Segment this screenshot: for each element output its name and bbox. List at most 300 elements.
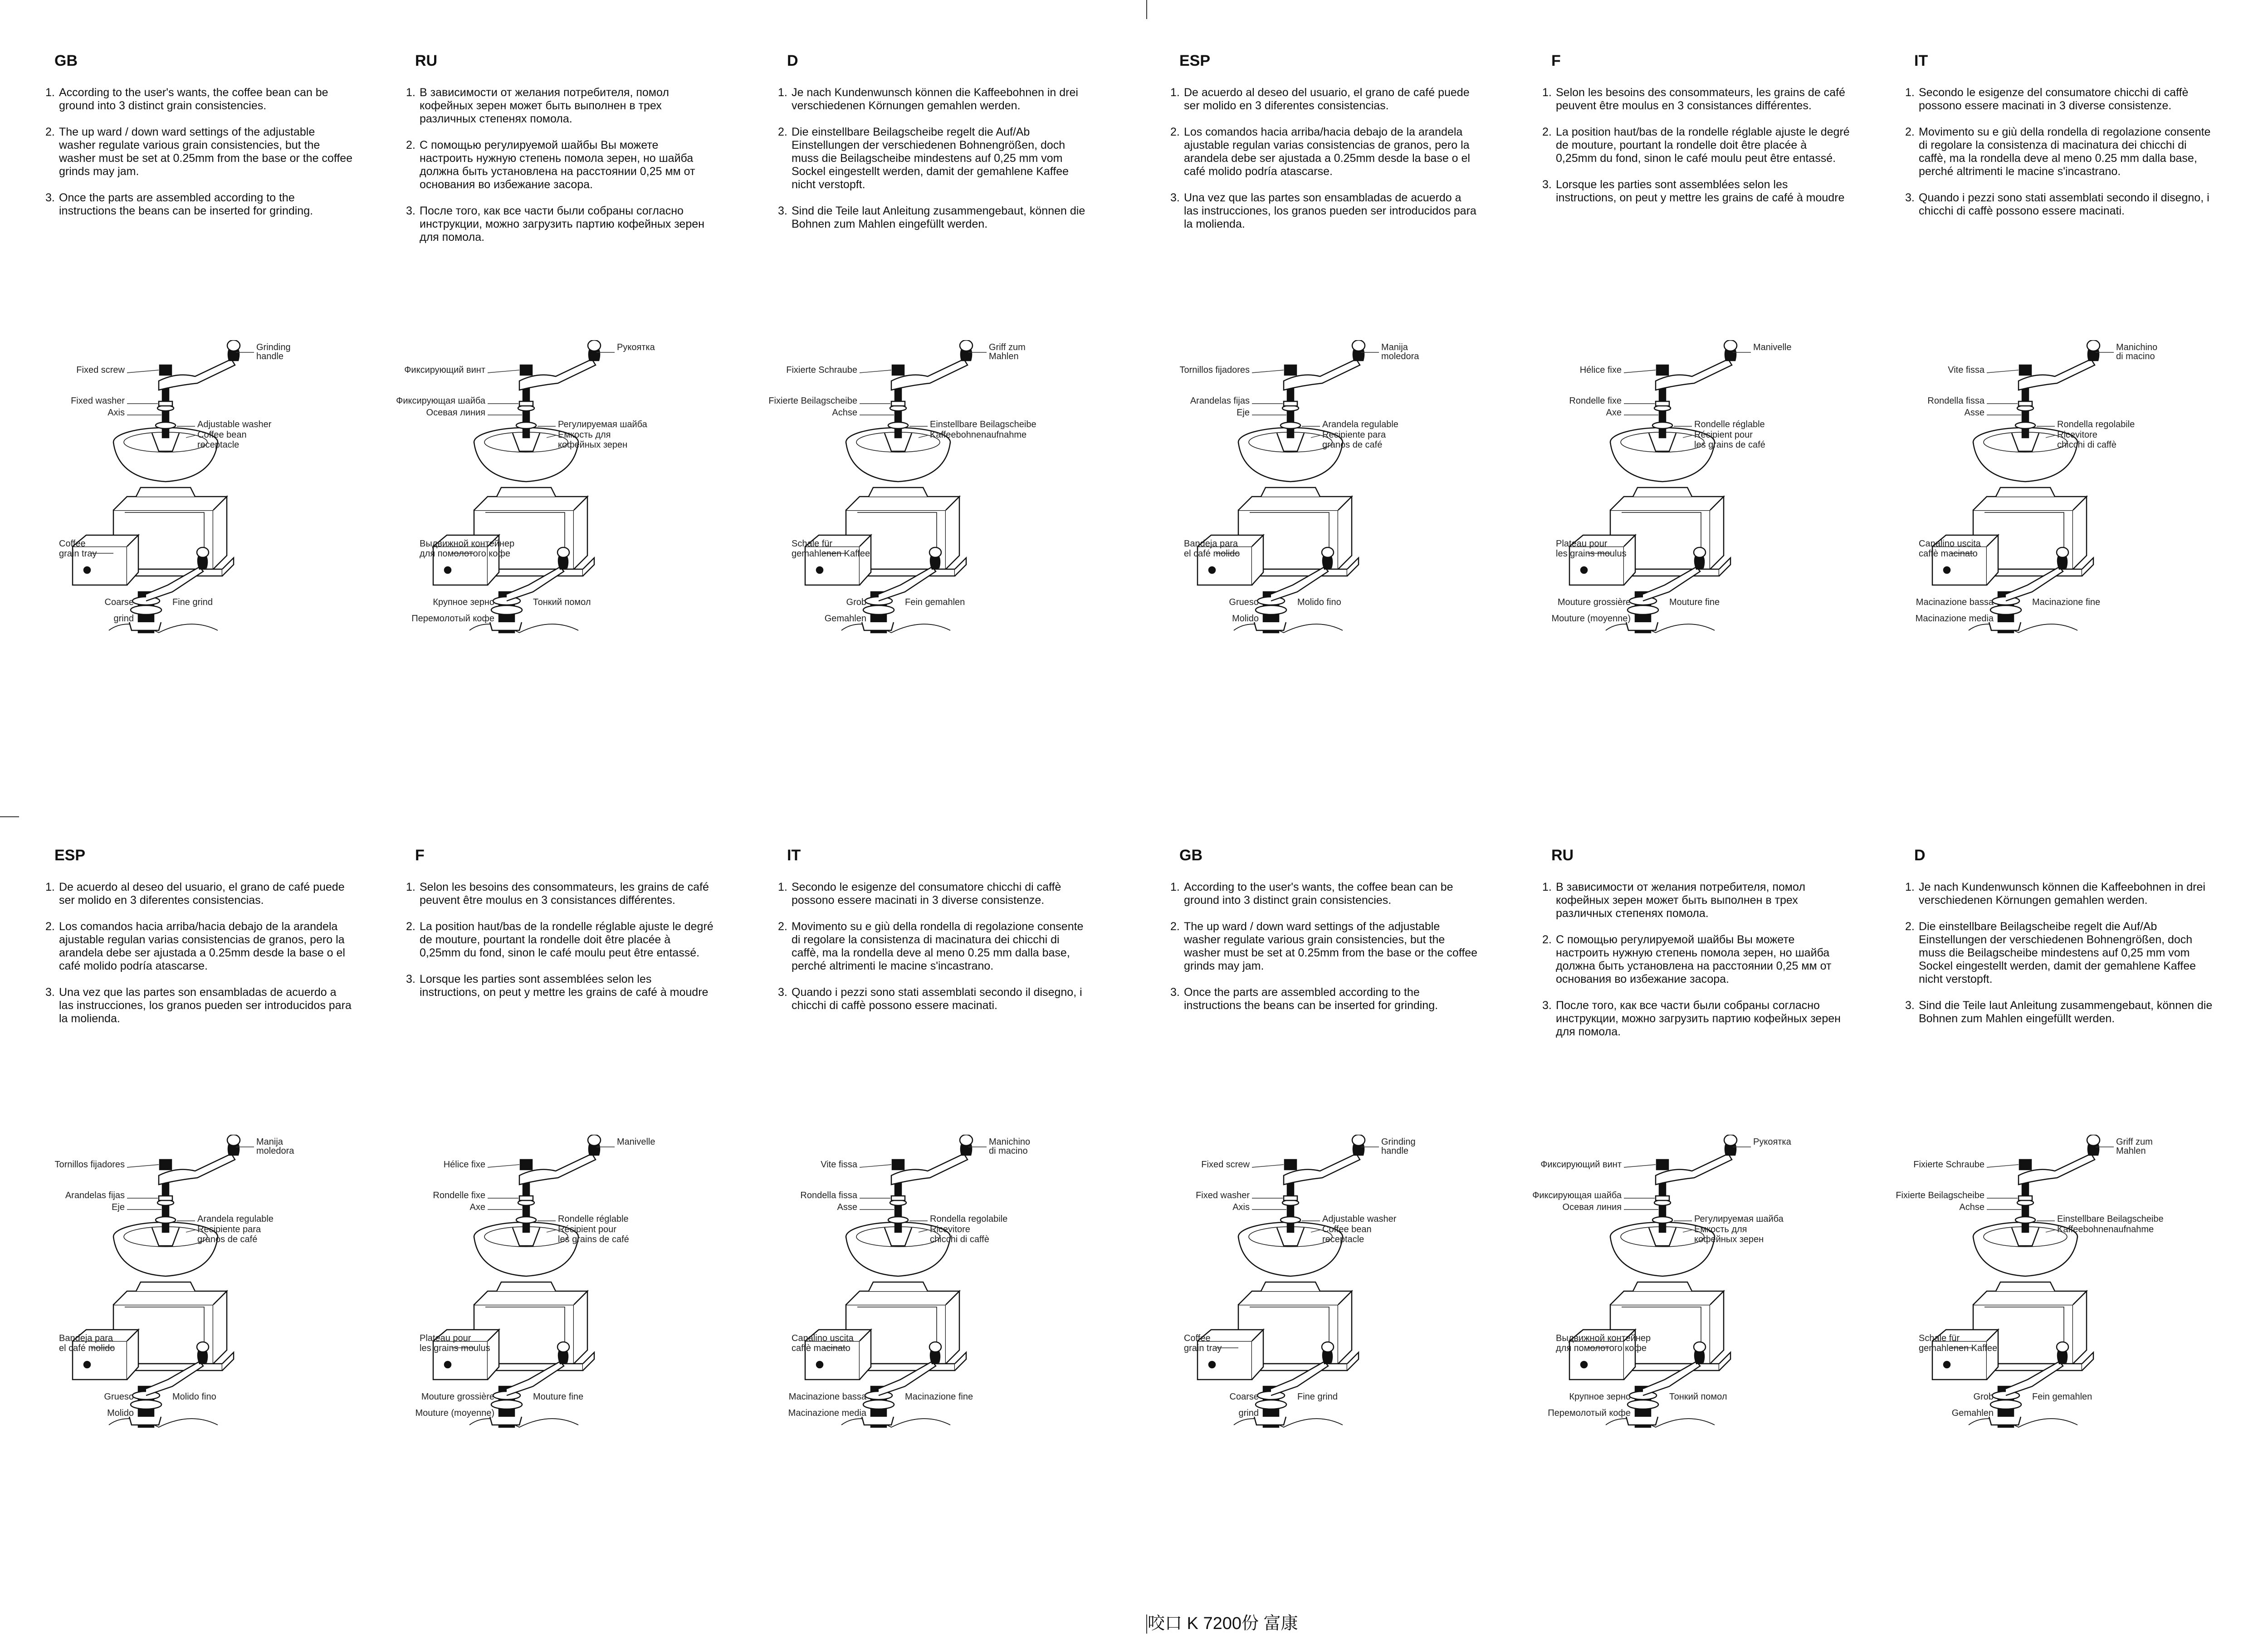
label-coffee-bean-receptacle: Kaffeebohnenaufnahme: [930, 430, 1027, 440]
instruction-step: [45, 920, 354, 973]
grinder-diagram: [755, 1135, 1100, 1434]
step-text: Once the parts are assembled according to the instructions the beans can be inserted for grinding.: [1184, 986, 1438, 1012]
step-text: В зависимости от желания потребителя, помол кофейных зерен может быть выполнен в трех различных степенях помола.: [1556, 881, 1805, 920]
label-coffee-grain-tray-line2: для помолотого кофе: [1556, 1343, 1647, 1353]
label-coffee-grain-tray: Bandeja para: [59, 1333, 113, 1343]
step-number: 1.: [45, 881, 55, 893]
label-adjustable-washer: Arandela regulable: [1322, 419, 1398, 429]
label-coffee-bean-receptacle: Емкость для: [558, 430, 611, 440]
label-grinding-handle: Manivelle: [617, 1137, 655, 1147]
label-axis: Осевая линия: [1562, 1202, 1622, 1212]
step-text: De acuerdo al deseo del usuario, el grano de café puede ser molido en 3 diferentes consistencias.: [59, 881, 345, 907]
label-coffee-bean-receptacle-line2: les grains de café: [1694, 440, 1765, 450]
instruction-step: [45, 86, 354, 112]
label-medium-grind: Gemahlen: [1951, 1408, 1994, 1418]
label-adjustable-washer: Регулируемая шайба: [1694, 1214, 1784, 1224]
step-text: Je nach Kundenwunsch können die Kaffeebohnen in drei verschiedenen Körnungen gemahlen werden.: [1919, 881, 2205, 907]
label-grinding-handle: Griff zum: [2116, 1137, 2153, 1147]
grinder-diagram: [1520, 1135, 1864, 1434]
step-text: Sind die Teile laut Anleitung zusammengebaut, können die Bohnen zum Mahlen eingefüllt werden.: [792, 205, 1085, 230]
step-number: 2.: [406, 920, 415, 933]
instruction-step: [1542, 881, 1851, 920]
label-coffee-bean-receptacle-line2: chicchi di caffè: [2057, 440, 2116, 450]
instruction-step: [1542, 999, 1851, 1039]
step-number: 2.: [1170, 126, 1180, 138]
label-grinding-handle: Рукоятка: [617, 342, 655, 352]
label-coffee-bean-receptacle: Coffee bean: [1322, 1224, 1372, 1234]
language-code: IT: [787, 847, 801, 864]
instruction-step: [1542, 126, 1851, 165]
instruction-step: [406, 139, 714, 191]
label-coffee-grain-tray: Bandeja para: [1184, 539, 1238, 549]
label-coffee-grain-tray-line2: el café molido: [1184, 549, 1240, 559]
language-code: GB: [54, 52, 78, 69]
label-coffee-bean-receptacle-line2: receptacle: [1322, 1234, 1364, 1244]
label-grinding-handle-line2: Mahlen: [989, 351, 1019, 361]
label-fixed-screw: Фиксирующий винт: [1540, 1160, 1622, 1170]
label-medium-grind: Gemahlen: [824, 614, 866, 624]
label-grinding-handle-line2: di macino: [2116, 351, 2155, 361]
step-number: 1.: [1170, 881, 1180, 893]
label-fine-grind: Fein gemahlen: [2032, 1392, 2092, 1402]
label-fine-grind: Molido fino: [172, 1392, 216, 1402]
step-number: 1.: [1170, 86, 1180, 99]
label-coffee-grain-tray: Plateau pour: [420, 1333, 471, 1343]
crop-mark: [0, 816, 19, 817]
label-coarse-grind: Coarse: [104, 597, 134, 607]
instruction-step: [1170, 986, 1479, 1012]
label-coarse-grind: Grob: [846, 597, 866, 607]
label-coffee-grain-tray-line2: el café molido: [59, 1343, 115, 1353]
label-coffee-grain-tray: Выдвижной контейнер: [1556, 1333, 1651, 1343]
label-fine-grind: Molido fino: [1297, 597, 1341, 607]
label-coffee-grain-tray: Canalino uscita: [1919, 539, 1981, 549]
label-coffee-bean-receptacle-line2: granos de café: [197, 1234, 258, 1244]
step-number: 2.: [45, 126, 55, 138]
label-coffee-grain-tray: Выдвижной контейнер: [420, 539, 515, 549]
instruction-steps: [1542, 86, 1851, 218]
label-axis: Axe: [1606, 408, 1622, 418]
label-fixed-screw: Hélice fixe: [1579, 365, 1622, 375]
label-fixed-screw: Fixed screw: [76, 365, 125, 375]
step-number: 3.: [778, 986, 787, 999]
label-fixed-washer: Rondelle fixe: [433, 1190, 485, 1200]
step-number: 3.: [406, 973, 415, 985]
language-code: ESP: [54, 847, 86, 864]
instruction-step: [1905, 126, 2214, 178]
instruction-step: [1170, 920, 1479, 973]
language-code: GB: [1179, 847, 1202, 864]
label-coffee-bean-receptacle: Recipiente para: [1322, 430, 1386, 440]
step-number: 1.: [1905, 881, 1915, 893]
instruction-step: [1905, 86, 2214, 112]
instruction-steps: [778, 86, 1086, 244]
label-axis: Asse: [837, 1202, 857, 1212]
grinder-diagram: [1520, 340, 1864, 639]
label-coffee-grain-tray: Plateau pour: [1556, 539, 1608, 549]
instruction-step: [406, 205, 714, 244]
instruction-step: [1905, 920, 2214, 986]
label-coarse-grind: Крупное зерно: [1569, 1392, 1631, 1402]
step-text: Selon les besoins des consommateurs, les grains de café peuvent être moulus en 3 consistances différentes.: [1556, 86, 1845, 112]
label-fixed-washer: Rondelle fixe: [1569, 396, 1622, 406]
label-fixed-washer: Фиксирующая шайба: [1532, 1190, 1622, 1200]
label-fine-grind: Mouture fine: [533, 1392, 584, 1402]
label-medium-grind: grind: [1238, 1408, 1259, 1418]
step-number: 2.: [778, 920, 787, 933]
step-text: После того, как все части были собраны согласно инструкции, можно загрузить партию кофейных зерен для помола.: [1556, 999, 1841, 1038]
label-coffee-bean-receptacle-line2: chicchi di caffè: [930, 1234, 989, 1244]
step-number: 1.: [406, 86, 415, 99]
grinder-diagram: [1148, 1135, 1492, 1434]
label-coffee-bean-receptacle-line2: granos de café: [1322, 440, 1383, 450]
instruction-step: [45, 191, 354, 218]
label-fixed-washer: Fixierte Beilagscheibe: [768, 396, 857, 406]
step-number: 3.: [1170, 191, 1180, 204]
step-text: После того, как все части были собраны согласно инструкции, можно загрузить партию кофейных зерен для помола.: [420, 205, 704, 244]
instruction-step: [1905, 191, 2214, 218]
instruction-steps: [406, 86, 714, 257]
instruction-step: [1905, 999, 2214, 1025]
label-coffee-grain-tray: Coffee: [1184, 1333, 1211, 1343]
label-coffee-bean-receptacle: Recipiente para: [197, 1224, 261, 1234]
instruction-steps: [45, 881, 354, 1039]
instruction-step: [406, 86, 714, 126]
label-axis: Axis: [1232, 1202, 1250, 1212]
label-coffee-bean-receptacle-line2: кофейных зерен: [1694, 1234, 1764, 1244]
label-medium-grind: Macinazione media: [788, 1408, 866, 1418]
label-fine-grind: Macinazione fine: [905, 1392, 973, 1402]
label-coffee-grain-tray: Coffee: [59, 539, 86, 549]
label-fine-grind: Тонкий помол: [1669, 1392, 1727, 1402]
label-adjustable-washer: Adjustable washer: [197, 419, 272, 429]
step-text: Movimento su e giù della rondella di regolazione consente di regolare la consistenza di macinatura dei chicchi di caffè, ma la rondella deve al meno 0.25 mm dalla base, perché altrimenti le macine s'incastrano.: [1919, 126, 2211, 178]
label-coffee-bean-receptacle: Récipient pour: [558, 1224, 616, 1234]
step-number: 3.: [1905, 191, 1915, 204]
instruction-step: [778, 986, 1086, 1012]
step-text: Die einstellbare Beilagscheibe regelt die Auf/Ab Einstellungen der verschiedenen Bohnengrößen, doch muss die Beilagscheibe mindestens auf 0,25 mm vom Sockel eingestellt werden, damit der gemahlene Kaffee nicht verstopft.: [792, 126, 1069, 191]
instruction-step: [778, 881, 1086, 907]
label-coffee-grain-tray: Canalino uscita: [792, 1333, 854, 1343]
label-grinding-handle-line2: handle: [1381, 1146, 1409, 1156]
instruction-step: [406, 881, 714, 907]
label-medium-grind: Molido: [1232, 614, 1259, 624]
label-grinding-handle-line2: di macino: [989, 1146, 1028, 1156]
label-coffee-grain-tray: Schale für: [792, 539, 833, 549]
step-number: 2.: [778, 126, 787, 138]
label-medium-grind: Перемолотый кофе: [411, 614, 494, 624]
step-text: De acuerdo al deseo del usuario, el grano de café puede ser molido en 3 diferentes consistencias.: [1184, 86, 1470, 112]
label-grinding-handle: Manichino: [2116, 342, 2158, 352]
step-text: С помощью регулируемой шайбы Вы можете настроить нужную степень помола зерен, но шайба должна быть установлена на расстоянии 0,25 мм от основания во избежание засора.: [1556, 933, 1832, 985]
step-text: According to the user's wants, the coffee bean can be ground into 3 distinct grain consistencies.: [59, 86, 328, 112]
label-axis: Achse: [1959, 1202, 1984, 1212]
label-fixed-screw: Hélice fixe: [443, 1160, 485, 1170]
grinder-diagram: [1882, 1135, 2227, 1434]
step-number: 1.: [778, 881, 787, 893]
label-coffee-grain-tray-line2: grain tray: [59, 549, 97, 559]
label-grinding-handle: Рукоятка: [1753, 1137, 1791, 1147]
step-text: Quando i pezzi sono stati assemblati secondo il disegno, i chicchi di caffè possono essere macinati.: [792, 986, 1082, 1012]
instruction-step: [778, 920, 1086, 973]
step-text: Los comandos hacia arriba/hacia debajo de la arandela ajustable regulan varias consistencias de granos, pero la arandela debe ser ajustada a 0.25mm desde la base o el café molido podría atascarse.: [1184, 126, 1470, 178]
step-text: The up ward / down ward settings of the adjustable washer regulate various grain consistencies, but the washer must be set at 0.25mm from the base or the coffee grinds may jam.: [1184, 920, 1478, 972]
step-text: The up ward / down ward settings of the adjustable washer regulate various grain consistencies, but the washer must be set at 0.25mm from the base or the coffee grinds may jam.: [59, 126, 353, 178]
label-fixed-screw: Fixed screw: [1201, 1160, 1250, 1170]
label-adjustable-washer: Rondelle réglable: [558, 1214, 629, 1224]
instruction-step: [1905, 881, 2214, 907]
label-coarse-grind: Крупное зерно: [433, 597, 494, 607]
label-coarse-grind: Macinazione bassa: [1916, 597, 1994, 607]
step-text: Los comandos hacia arriba/hacia debajo de la arandela ajustable regulan varias consistencias de granos, pero la arandela debe ser ajustada a 0.25mm desde la base o el café molido podría atascarse.: [59, 920, 345, 972]
step-number: 1.: [1905, 86, 1915, 99]
instruction-step: [1170, 126, 1479, 178]
label-fixed-screw: Vite fissa: [1948, 365, 1984, 375]
instruction-steps: [1905, 881, 2214, 1039]
instruction-steps: [1542, 881, 1851, 1052]
label-adjustable-washer: Einstellbare Beilagscheibe: [2057, 1214, 2164, 1224]
label-coarse-grind: Grueso: [104, 1392, 134, 1402]
label-axis: Eje: [1237, 408, 1250, 418]
language-code: D: [1914, 847, 1926, 864]
label-coarse-grind: Grueso: [1229, 597, 1259, 607]
label-medium-grind: Mouture (moyenne): [415, 1408, 494, 1418]
label-fixed-screw: Фиксирующий винт: [404, 365, 485, 375]
step-number: 1.: [1542, 881, 1552, 893]
label-coffee-grain-tray-line2: caffè macinato: [792, 1343, 850, 1353]
grinder-diagram: [383, 1135, 728, 1434]
label-fixed-washer: Fixed washer: [71, 396, 125, 406]
label-grinding-handle: Manivelle: [1753, 342, 1792, 352]
instruction-step: [406, 973, 714, 999]
label-axis: Asse: [1964, 408, 1984, 418]
step-text: Selon les besoins des consommateurs, les grains de café peuvent être moulus en 3 consistances différentes.: [420, 881, 709, 907]
label-medium-grind: Mouture (moyenne): [1551, 614, 1631, 624]
language-code: F: [1551, 52, 1561, 69]
instruction-steps: [1170, 86, 1479, 244]
instruction-step: [45, 126, 354, 178]
step-text: Sind die Teile laut Anleitung zusammengebaut, können die Bohnen zum Mahlen eingefüllt werden.: [1919, 999, 2213, 1025]
instruction-steps: [45, 86, 354, 231]
step-number: 3.: [1905, 999, 1915, 1012]
label-grinding-handle-line2: Mahlen: [2116, 1146, 2146, 1156]
label-coffee-grain-tray-line2: для помолотого кофе: [420, 549, 510, 559]
label-coffee-bean-receptacle-line2: les grains de café: [558, 1234, 629, 1244]
label-coffee-grain-tray-line2: les grains moulus: [1556, 549, 1627, 559]
label-medium-grind: grind: [113, 614, 134, 624]
grinder-diagram: [23, 340, 367, 639]
instruction-step: [778, 126, 1086, 191]
label-grinding-handle: Grinding: [1381, 1137, 1416, 1147]
label-adjustable-washer: Adjustable washer: [1322, 1214, 1397, 1224]
instruction-step: [1542, 178, 1851, 205]
label-axis: Eje: [112, 1202, 125, 1212]
instruction-steps: [1170, 881, 1479, 1025]
step-number: 2.: [1542, 933, 1552, 946]
label-grinding-handle-line2: moledora: [256, 1146, 294, 1156]
language-code: F: [415, 847, 425, 864]
step-number: 3.: [1170, 986, 1180, 999]
print-footer: 咬口 K 7200份 富康: [1148, 1614, 1298, 1633]
label-adjustable-washer: Rondella regolabile: [2057, 419, 2135, 429]
step-text: Una vez que las partes son ensambladas de acuerdo a las instrucciones, los granos pueden ser introducidos para la molienda.: [1184, 191, 1476, 230]
step-number: 3.: [1542, 999, 1552, 1012]
label-grinding-handle-line2: moledora: [1381, 351, 1419, 361]
label-axis: Axis: [108, 408, 125, 418]
step-number: 2.: [45, 920, 55, 933]
instruction-steps: [1905, 86, 2214, 231]
label-fixed-washer: Arandelas fijas: [1190, 396, 1250, 406]
grinder-diagram: [23, 1135, 367, 1434]
label-adjustable-washer: Einstellbare Beilagscheibe: [930, 419, 1036, 429]
language-code: ESP: [1179, 52, 1211, 69]
label-coffee-bean-receptacle: Емкость для: [1694, 1224, 1747, 1234]
label-fine-grind: Fein gemahlen: [905, 597, 965, 607]
instruction-steps: [778, 881, 1086, 1025]
label-fixed-washer: Fixierte Beilagscheibe: [1896, 1190, 1984, 1200]
grinder-diagram: [383, 340, 728, 639]
label-axis: Осевая линия: [426, 408, 485, 418]
label-coffee-grain-tray-line2: les grains moulus: [420, 1343, 490, 1353]
label-fixed-screw: Fixierte Schraube: [786, 365, 857, 375]
label-grinding-handle-line2: handle: [256, 351, 284, 361]
step-number: 1.: [778, 86, 787, 99]
step-text: Je nach Kundenwunsch können die Kaffeebohnen in drei verschiedenen Körnungen gemahlen werden.: [792, 86, 1078, 112]
label-fixed-screw: Fixierte Schraube: [1913, 1160, 1984, 1170]
step-number: 3.: [406, 205, 415, 217]
step-number: 1.: [406, 881, 415, 893]
step-number: 1.: [1542, 86, 1552, 99]
label-coffee-grain-tray-line2: gemahlenen Kaffee: [792, 549, 870, 559]
label-coffee-grain-tray-line2: gemahlenen Kaffee: [1919, 1343, 1998, 1353]
instruction-step: [778, 205, 1086, 231]
step-text: Lorsque les parties sont assemblées selon les instructions, on peut y mettre les grains de café à moudre: [420, 973, 709, 999]
label-grinding-handle: Manija: [256, 1137, 283, 1147]
instruction-step: [1170, 86, 1479, 112]
label-coffee-bean-receptacle-line2: receptacle: [197, 440, 240, 450]
label-fine-grind: Тонкий помол: [533, 597, 591, 607]
grinder-diagram: [755, 340, 1100, 639]
label-grinding-handle: Manija: [1381, 342, 1408, 352]
step-text: В зависимости от желания потребителя, помол кофейных зерен может быть выполнен в трех различных степенях помола.: [420, 86, 669, 125]
grinder-diagram: [1148, 340, 1492, 639]
label-coarse-grind: Macinazione bassa: [788, 1392, 866, 1402]
instruction-step: [1542, 933, 1851, 986]
label-fine-grind: Fine grind: [172, 597, 213, 607]
language-code: RU: [415, 52, 438, 69]
step-number: 3.: [45, 986, 55, 999]
label-coarse-grind: Coarse: [1229, 1392, 1259, 1402]
step-number: 3.: [1542, 178, 1552, 191]
label-grinding-handle: Manichino: [989, 1137, 1031, 1147]
step-text: Die einstellbare Beilagscheibe regelt die Auf/Ab Einstellungen der verschiedenen Bohnengrößen, doch muss die Beilagscheibe mindestens auf 0,25 mm vom Sockel eingestellt werden, damit der gemahlene Kaffee nicht verstopft.: [1919, 920, 2196, 985]
label-axis: Achse: [832, 408, 857, 418]
label-coarse-grind: Mouture grossière: [1557, 597, 1631, 607]
language-code: RU: [1551, 847, 1574, 864]
label-coffee-bean-receptacle-line2: кофейных зерен: [558, 440, 628, 450]
label-coffee-bean-receptacle: Ricevitore: [2057, 430, 2097, 440]
step-number: 3.: [778, 205, 787, 217]
label-coffee-bean-receptacle: Kaffeebohnenaufnahme: [2057, 1224, 2154, 1234]
step-text: Once the parts are assembled according to the instructions the beans can be inserted for grinding.: [59, 191, 313, 217]
label-coffee-grain-tray-line2: caffè macinato: [1919, 549, 1978, 559]
step-number: 2.: [1905, 126, 1915, 138]
step-text: La position haut/bas de la rondelle réglable ajuste le degré de mouture, pourtant la rondelle doit être placée à 0,25mm du fond, sinon le café moulu peut être entassé.: [420, 920, 714, 959]
label-fixed-washer: Fixed washer: [1196, 1190, 1250, 1200]
language-code: D: [787, 52, 798, 69]
step-text: Lorsque les parties sont assemblées selon les instructions, on peut y mettre les grains de café à moudre: [1556, 178, 1845, 204]
label-medium-grind: Molido: [107, 1408, 134, 1418]
label-coffee-grain-tray: Schale für: [1919, 1333, 1960, 1343]
label-fine-grind: Macinazione fine: [2032, 597, 2101, 607]
step-number: 2.: [1542, 126, 1552, 138]
step-text: According to the user's wants, the coffee bean can be ground into 3 distinct grain consistencies.: [1184, 881, 1453, 907]
label-medium-grind: Macinazione media: [1915, 614, 1994, 624]
step-text: Movimento su e giù della rondella di regolazione consente di regolare la consistenza di macinatura dei chicchi di caffè, ma la rondella deve al meno 0.25 mm dalla base, perché altrimenti le macine s'incastrano.: [792, 920, 1084, 972]
coffee-grinder-illustration: [1198, 1135, 1365, 1380]
label-fixed-screw: Vite fissa: [821, 1160, 857, 1170]
label-axis: Axe: [469, 1202, 485, 1212]
coffee-grinder-illustration: [73, 340, 240, 585]
label-adjustable-washer: Регулируемая шайба: [558, 419, 647, 429]
step-text: Secondo le esigenze del consumatore chicchi di caffè possono essere macinati in 3 diverse consistenze.: [792, 881, 1061, 907]
crop-mark: [1146, 1614, 1147, 1634]
instruction-step: [1170, 881, 1479, 907]
step-text: Una vez que las partes son ensambladas de acuerdo a las instrucciones, los granos pueden ser introducidos para la molienda.: [59, 986, 352, 1025]
label-coffee-bean-receptacle: Coffee bean: [197, 430, 247, 440]
label-grinding-handle: Grinding: [256, 342, 291, 352]
language-code: IT: [1914, 52, 1928, 69]
label-adjustable-washer: Rondelle réglable: [1694, 419, 1765, 429]
label-adjustable-washer: Arandela regulable: [197, 1214, 274, 1224]
instruction-step: [1542, 86, 1851, 112]
label-fixed-screw: Tornillos fijadores: [1179, 365, 1250, 375]
label-coffee-bean-receptacle: Ricevitore: [930, 1224, 970, 1234]
label-medium-grind: Перемолотый кофе: [1548, 1408, 1631, 1418]
step-number: 2.: [1170, 920, 1180, 933]
label-fixed-washer: Фиксирующая шайба: [396, 396, 485, 406]
instruction-steps: [406, 881, 714, 1012]
label-coffee-grain-tray-line2: grain tray: [1184, 1343, 1222, 1353]
step-text: Secondo le esigenze del consumatore chicchi di caffè possono essere macinati in 3 diverse consistenze.: [1919, 86, 2189, 112]
step-number: 2.: [1905, 920, 1915, 933]
instruction-step: [1170, 191, 1479, 231]
instruction-step: [45, 881, 354, 907]
label-coffee-bean-receptacle: Récipient pour: [1694, 430, 1753, 440]
instruction-step: [45, 986, 354, 1025]
label-fixed-screw: Tornillos fijadores: [54, 1160, 125, 1170]
label-fixed-washer: Rondella fissa: [1927, 396, 1984, 406]
label-adjustable-washer: Rondella regolabile: [930, 1214, 1008, 1224]
instruction-step: [406, 920, 714, 960]
step-text: La position haut/bas de la rondelle réglable ajuste le degré de mouture, pourtant la rondelle doit être placée à 0,25mm du fond, sinon le café moulu peut être entassé.: [1556, 126, 1850, 165]
label-fixed-washer: Arandelas fijas: [65, 1190, 125, 1200]
step-text: С помощью регулируемой шайбы Вы можете настроить нужную степень помола зерен, но шайба должна быть установлена на расстоянии 0,25 мм от основания во избежание засора.: [420, 139, 695, 191]
label-fine-grind: Mouture fine: [1669, 597, 1720, 607]
step-number: 2.: [406, 139, 415, 151]
label-fine-grind: Fine grind: [1297, 1392, 1338, 1402]
label-fixed-washer: Rondella fissa: [800, 1190, 857, 1200]
grinder-diagram: [1882, 340, 2227, 639]
crop-mark: [1146, 0, 1147, 19]
step-number: 3.: [45, 191, 55, 204]
label-grinding-handle: Griff zum: [989, 342, 1026, 352]
step-text: Quando i pezzi sono stati assemblati secondo il disegno, i chicchi di caffè possono essere macinati.: [1919, 191, 2209, 217]
label-coarse-grind: Grob: [1973, 1392, 1994, 1402]
instruction-step: [778, 86, 1086, 112]
label-coarse-grind: Mouture grossière: [421, 1392, 494, 1402]
step-number: 1.: [45, 86, 55, 99]
